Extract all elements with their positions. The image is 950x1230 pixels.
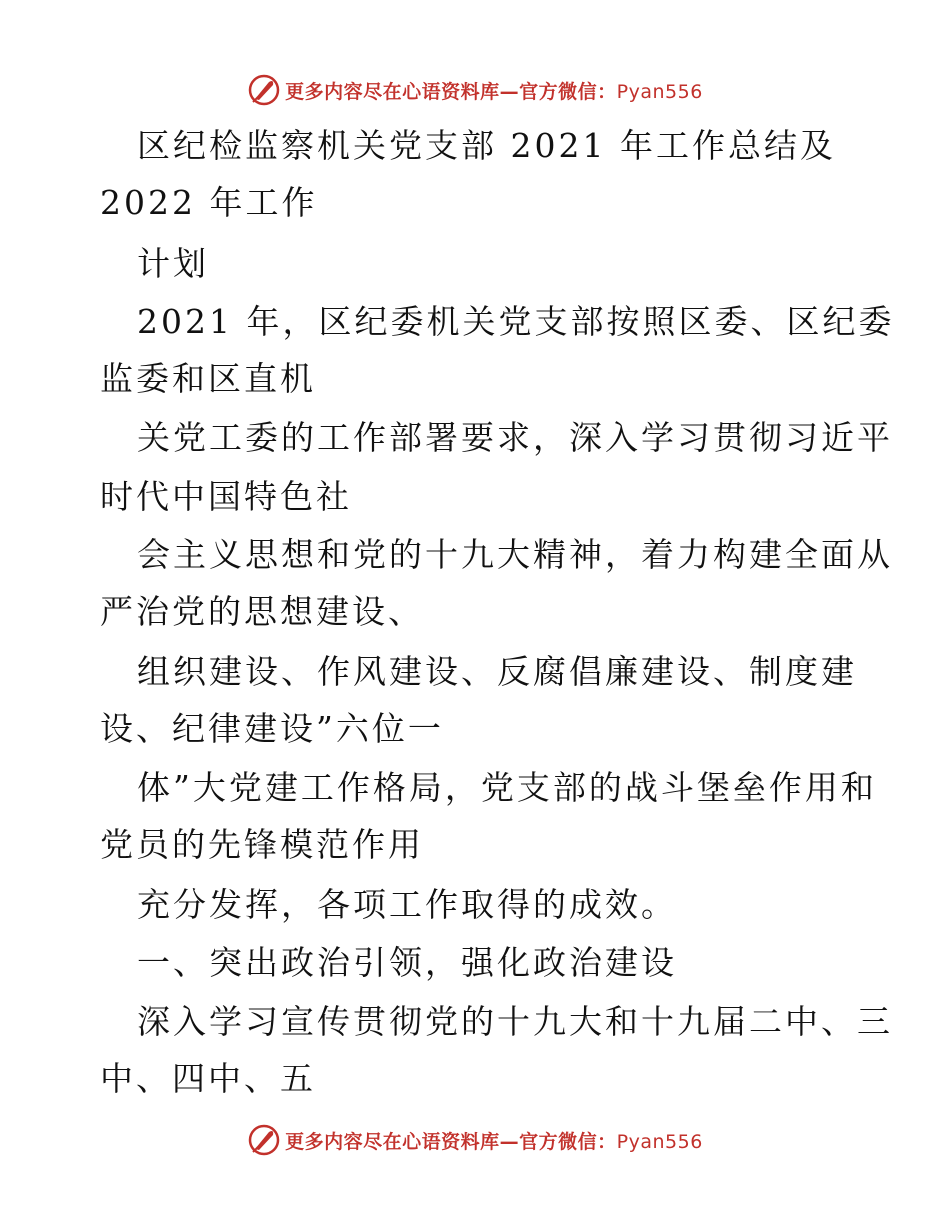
quill-pen-logo-icon bbox=[247, 73, 281, 107]
paragraph-line: 时代中国特色社 bbox=[100, 477, 352, 516]
paragraph-line: 严治党的思想建设、 bbox=[100, 592, 424, 631]
watermark-banner-bottom bbox=[0, 1120, 950, 1160]
watermark-text: 更多内容尽在心语资料库—官方微信：Pyan556 bbox=[285, 1130, 703, 1153]
paragraph-line: 会主义思想和党的十九大精神，着力构建全面从 bbox=[137, 535, 893, 574]
paragraph-line: 党员的先锋模范作用 bbox=[100, 825, 424, 864]
paragraph-line: 组织建设、作风建设、反腐倡廉建设、制度建 bbox=[137, 652, 857, 691]
paragraph-line: 关党工委的工作部署要求，深入学习贯彻习近平 bbox=[137, 418, 893, 457]
quill-pen-logo-icon bbox=[247, 1123, 281, 1157]
doc-title-line-2: 2022 年工作 bbox=[100, 183, 318, 222]
wechat-id: Pyan556 bbox=[616, 80, 703, 103]
watermark-banner-top bbox=[0, 70, 950, 110]
paragraph-line: 设、纪律建设”六位一 bbox=[100, 709, 444, 748]
paragraph-line: 2021 年，区纪委机关党支部按照区委、区纪委 bbox=[137, 302, 895, 341]
paragraph-line: 监委和区直机 bbox=[100, 359, 316, 398]
paragraph-line: 中、四中、五 bbox=[100, 1059, 316, 1098]
paragraph-line: 充分发挥，各项工作取得的成效。 bbox=[137, 885, 677, 924]
section-heading: 一、突出政治引领，强化政治建设 bbox=[137, 943, 677, 982]
doc-title-line-3: 计划 bbox=[137, 244, 209, 283]
watermark-text: 更多内容尽在心语资料库—官方微信：Pyan556 bbox=[285, 80, 703, 103]
doc-title-line-1: 区纪检监察机关党支部 2021 年工作总结及 bbox=[137, 126, 836, 165]
wechat-id: Pyan556 bbox=[616, 1130, 703, 1153]
paragraph-line: 深入学习宣传贯彻党的十九大和十九届二中、三 bbox=[137, 1002, 893, 1041]
paragraph-line: 体”大党建工作格局，党支部的战斗堡垒作用和 bbox=[137, 768, 877, 807]
